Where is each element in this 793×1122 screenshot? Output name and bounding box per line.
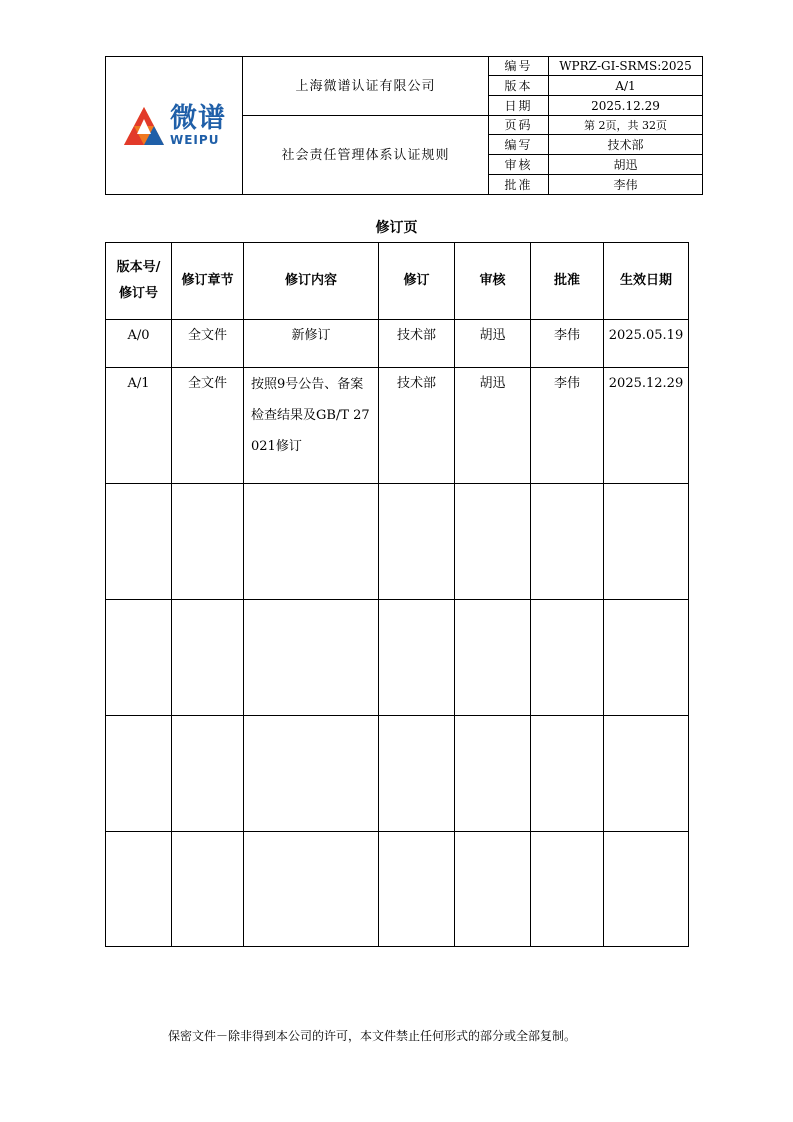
- column-header-effective-date: 生效日期: [604, 243, 689, 320]
- field-label-author: 编写: [489, 135, 549, 155]
- cell-revised-by: 技术部: [379, 320, 455, 368]
- table-row: [106, 368, 689, 484]
- field-label-number: 编号: [489, 57, 549, 76]
- empty-row: [106, 600, 689, 716]
- cell-version: A/1: [106, 368, 172, 484]
- field-value-date: 2025.12.29: [549, 96, 703, 116]
- revision-page-title: 修订页: [375, 220, 418, 236]
- field-value-reviewer: 胡迅: [549, 155, 703, 175]
- empty-row: [106, 832, 689, 947]
- logo: [106, 57, 243, 195]
- cell-reviewed-by: 胡迅: [455, 320, 531, 368]
- cell-section: 全文件: [172, 368, 244, 484]
- cell-approved-by: 李伟: [531, 368, 604, 484]
- cell-effective-date: 2025.12.29: [604, 368, 689, 484]
- cell-approved-by: 李伟: [531, 320, 604, 368]
- field-label-reviewer: 审核: [489, 155, 549, 175]
- column-header-section: 修订章节: [172, 243, 244, 320]
- logo-english-text: WEIPU: [170, 133, 220, 147]
- field-value-version: A/1: [549, 76, 703, 96]
- revision-header-row: [106, 243, 689, 320]
- column-header-content: 修订内容: [244, 243, 379, 320]
- field-value-author: 技术部: [549, 135, 703, 155]
- field-value-approver: 李伟: [549, 175, 703, 195]
- document-title: 社会责任管理体系认证规则: [243, 116, 489, 195]
- weipu-logo-icon: [122, 105, 166, 147]
- field-label-version: 版本: [489, 76, 549, 96]
- empty-row: [106, 716, 689, 832]
- document-header: [105, 56, 703, 195]
- column-header-approved: 批准: [531, 243, 604, 320]
- cell-version: A/0: [106, 320, 172, 368]
- field-label-date: 日期: [489, 96, 549, 116]
- cell-section: 全文件: [172, 320, 244, 368]
- column-header-version: 版本号/修订号: [106, 243, 172, 320]
- cell-content: 新修订: [244, 320, 379, 368]
- field-label-approver: 批准: [489, 175, 549, 195]
- field-value-page: 第 2页，共 32页: [549, 116, 703, 135]
- revision-table: [105, 242, 689, 947]
- company-name: 上海微谱认证有限公司: [243, 57, 489, 116]
- table-row: [106, 320, 689, 368]
- field-value-number: WPRZ-GI-SRMS:2025: [549, 57, 703, 76]
- empty-row: [106, 484, 689, 600]
- field-label-page: 页码: [489, 116, 549, 135]
- cell-content: 按照9号公告、备案检查结果及GB/T 27021修订: [244, 368, 379, 484]
- cell-effective-date: 2025.05.19: [604, 320, 689, 368]
- logo-chinese-text: 微谱: [170, 103, 226, 134]
- column-header-revised: 修订: [379, 243, 455, 320]
- column-header-reviewed: 审核: [455, 243, 531, 320]
- cell-reviewed-by: 胡迅: [455, 368, 531, 484]
- cell-revised-by: 技术部: [379, 368, 455, 484]
- confidentiality-footer: 保密文件－除非得到本公司的许可，本文件禁止任何形式的部分或全部复制。: [168, 1029, 577, 1043]
